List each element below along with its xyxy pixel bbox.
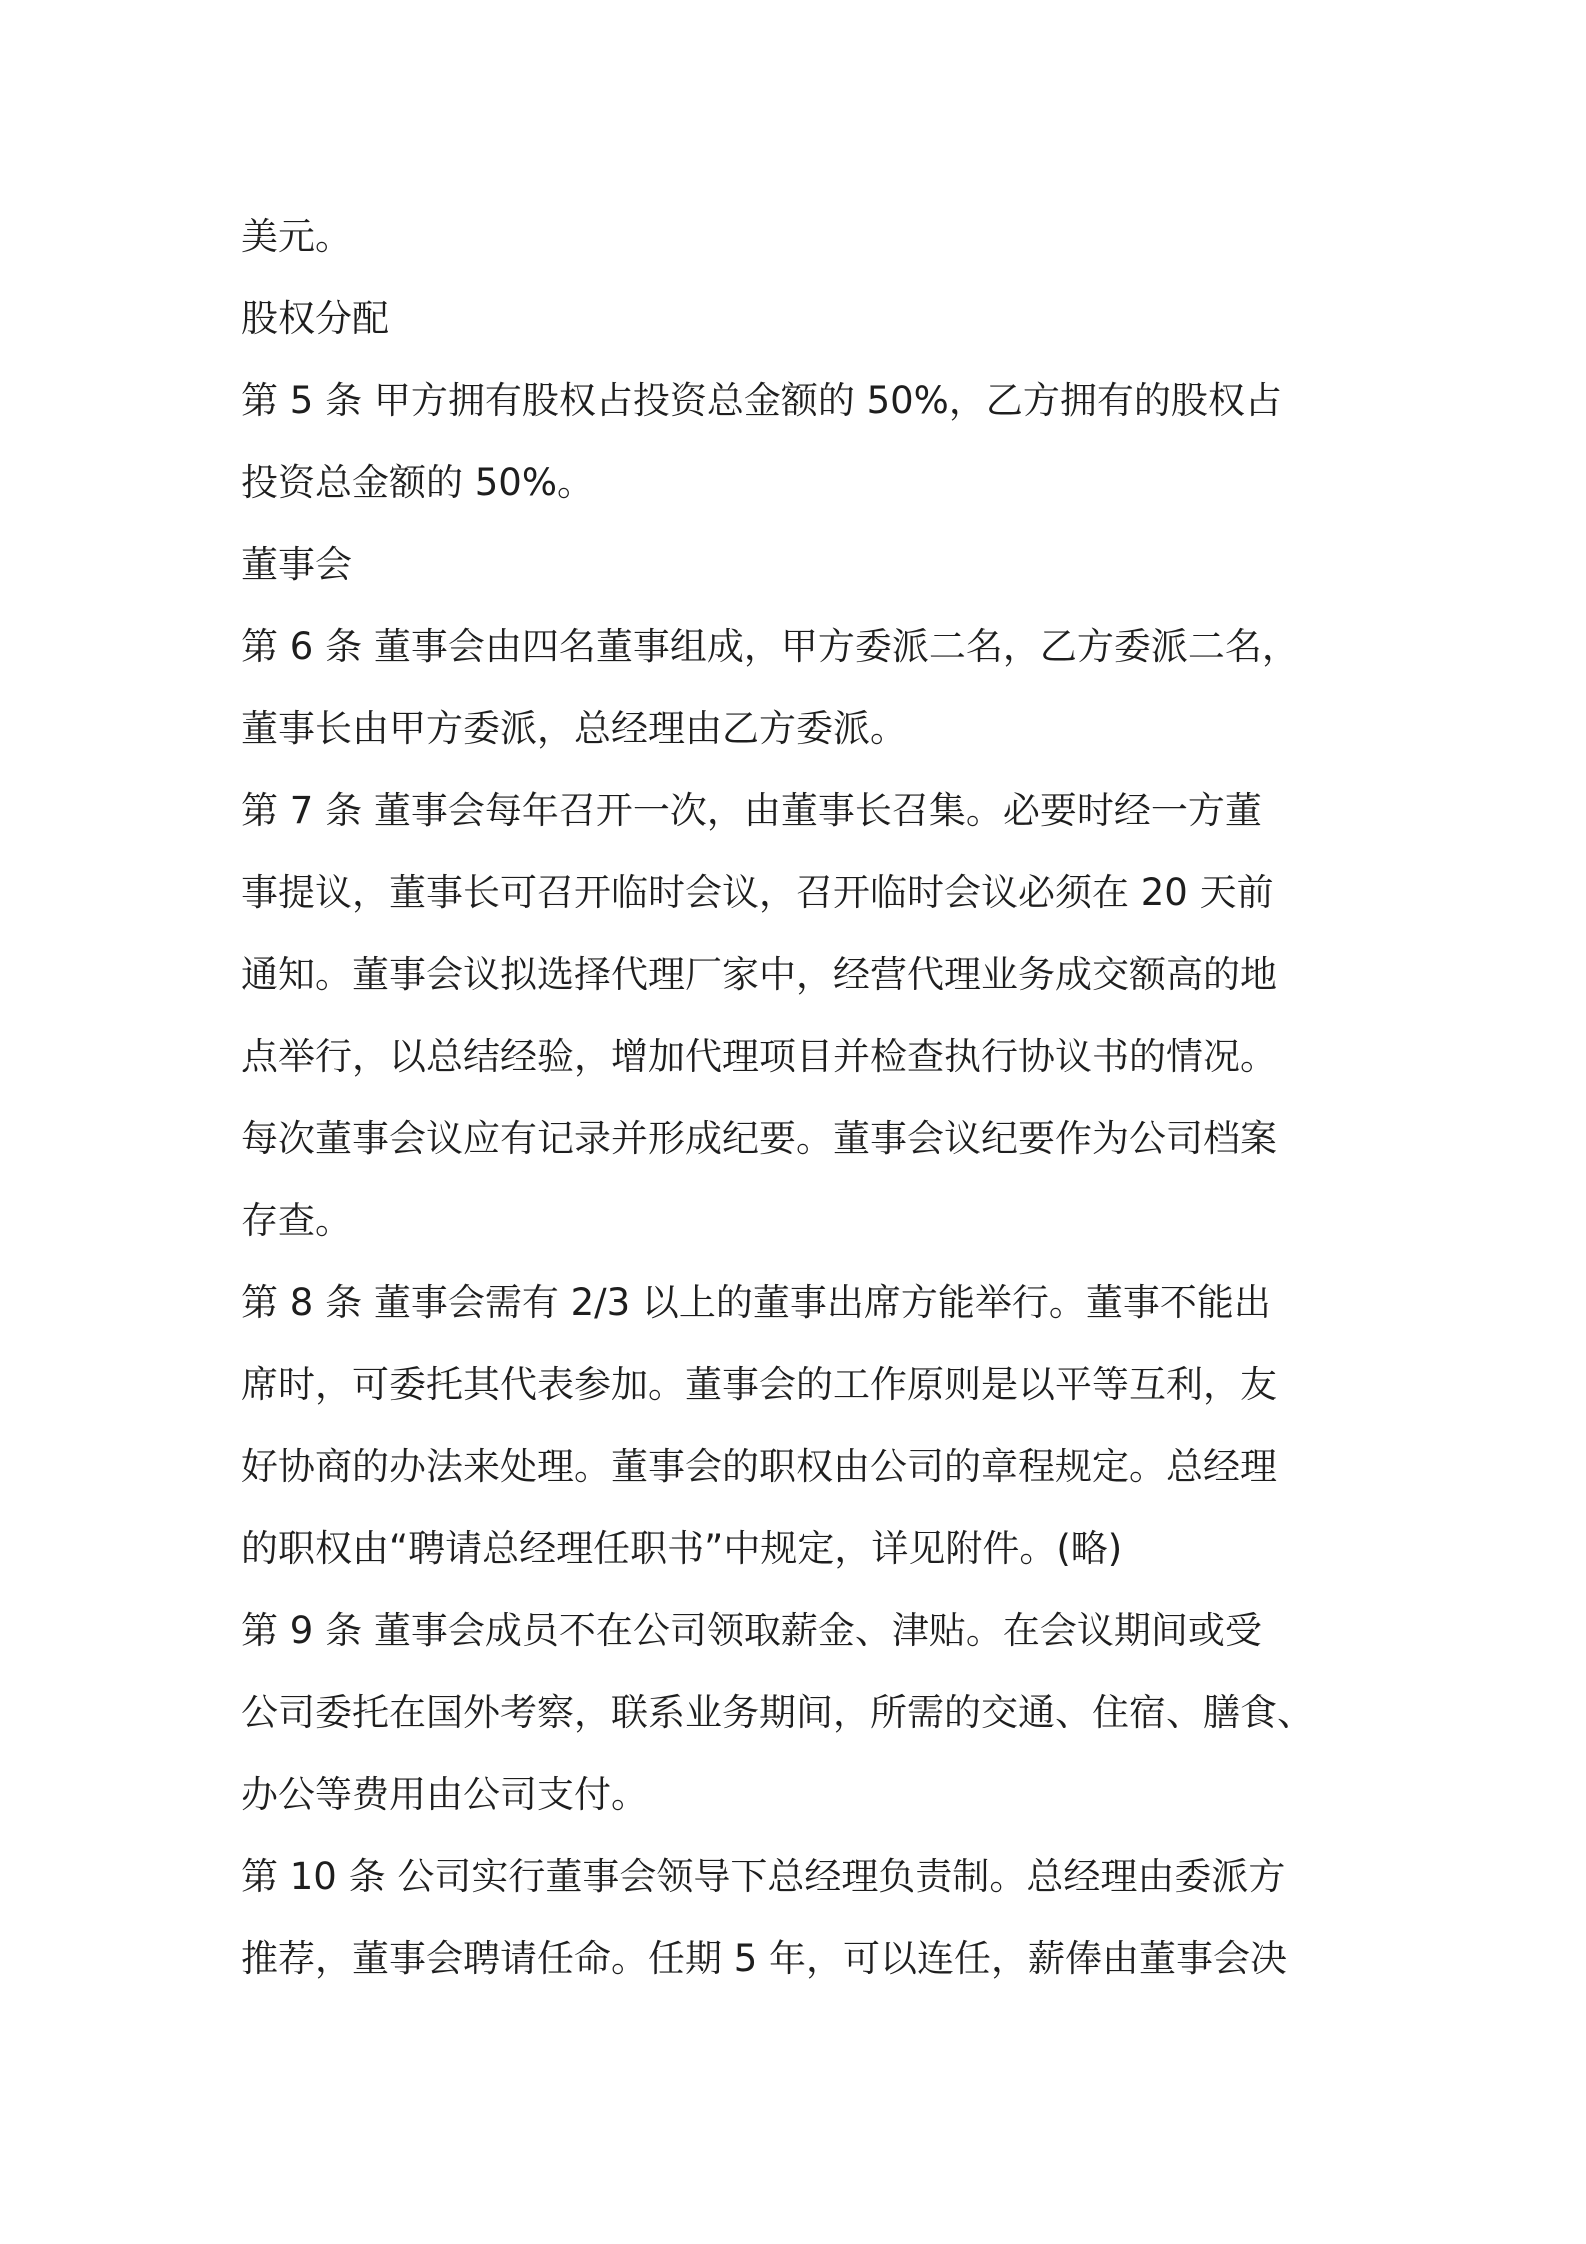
article-7-line-1: 第 7 条 董事会每年召开一次，由董事长召集。必要时经一方董 <box>241 789 1262 832</box>
article-8-line-2: 席时，可委托其代表参加。董事会的工作原则是以平等互利，友 <box>241 1363 1277 1406</box>
article-10-line-1: 第 10 条 公司实行董事会领导下总经理负责制。总经理由委派方 <box>241 1855 1286 1898</box>
text-line-continuation: 美元。 <box>241 215 352 258</box>
article-7-line-2: 事提议，董事长可召开临时会议，召开临时会议必须在 20 天前 <box>241 871 1274 914</box>
article-9-line-3: 办公等费用由公司支付。 <box>241 1773 648 1816</box>
article-6-line-2: 董事长由甲方委派，总经理由乙方委派。 <box>241 707 907 750</box>
article-10-line-2: 推荐，董事会聘请任命。任期 5 年，可以连任，薪俸由董事会决 <box>241 1937 1288 1980</box>
document-body <box>241 196 1361 2000</box>
article-8-line-3: 好协商的办法来处理。董事会的职权由公司的章程规定。总经理 <box>241 1445 1277 1488</box>
article-5-line-1: 第 5 条 甲方拥有股权占投资总金额的 50%，乙方拥有的股权占 <box>241 379 1282 422</box>
article-7-line-5: 每次董事会议应有记录并形成纪要。董事会议纪要作为公司档案 <box>241 1117 1277 1160</box>
article-7-line-3: 通知。董事会议拟选择代理厂家中，经营代理业务成交额高的地 <box>241 953 1277 996</box>
article-5-line-2: 投资总金额的 50%。 <box>241 461 594 504</box>
article-9-line-1: 第 9 条 董事会成员不在公司领取薪金、津贴。在会议期间或受 <box>241 1609 1262 1652</box>
article-7-line-6: 存查。 <box>241 1199 352 1242</box>
article-9-line-2: 公司委托在国外考察，联系业务期间，所需的交通、住宿、膳食、 <box>241 1691 1314 1734</box>
section-heading-board: 董事会 <box>241 543 352 586</box>
article-6-line-1: 第 6 条 董事会由四名董事组成，甲方委派二名，乙方委派二名， <box>241 625 1299 668</box>
section-heading-equity: 股权分配 <box>241 297 389 340</box>
article-7-line-4: 点举行，以总结经验，增加代理项目并检查执行协议书的情况。 <box>241 1035 1277 1078</box>
article-8-line-1: 第 8 条 董事会需有 2/3 以上的董事出席方能举行。董事不能出 <box>241 1281 1271 1324</box>
article-8-line-4: 的职权由“聘请总经理任职书”中规定，详见附件。(略) <box>241 1527 1123 1570</box>
